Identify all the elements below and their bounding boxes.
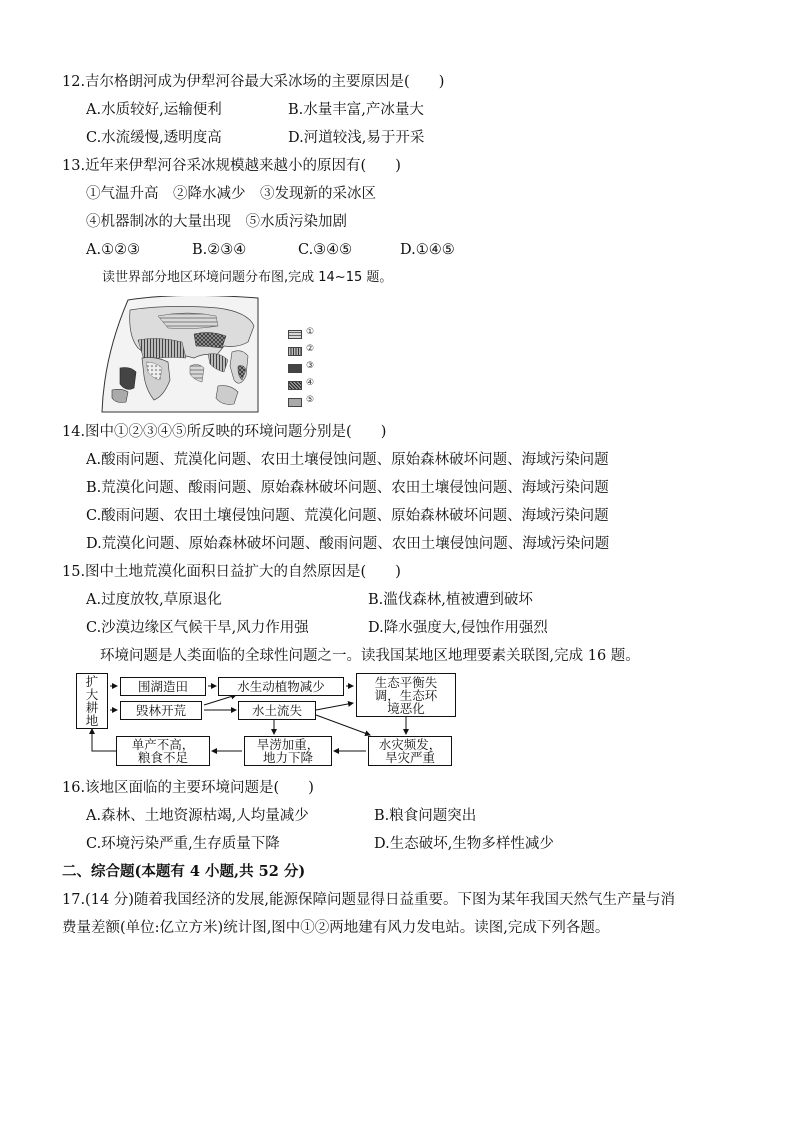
box-deforestation (120, 701, 202, 720)
q13-option-c: C.③④⑤ (298, 242, 353, 258)
box-text: 毁林开荒 (135, 702, 186, 718)
box-low-yield (116, 736, 210, 766)
q15-option-d: D.降水强度大,侵蚀作用强烈 (368, 620, 548, 636)
legend-label: ④ (306, 378, 315, 388)
q16-option-a: A.森林、土地资源枯竭,人均量减少 (86, 808, 309, 824)
legend-item-5 (288, 395, 328, 408)
q14-option-d: D.荒漠化问题、原始森林破坏问题、酸雨问题、农田土壤侵蚀问题、海域污染问题 (86, 536, 610, 552)
q14-stem: 14.图中①②③④⑤所反映的环境问题分别是( ) (62, 424, 387, 440)
legend-item-2 (288, 344, 328, 357)
legend-item-1 (288, 327, 328, 340)
box-reclaim-lake (120, 677, 206, 696)
legend-label: ② (306, 344, 315, 354)
q17-line2: 费量差额(单位:亿立方米)统计图,图中①②两地建有风力发电站。读图,完成下列各题。 (62, 920, 610, 936)
box-drought-flood (244, 736, 332, 766)
q15-stem: 15.图中土地荒漠化面积日益扩大的自然原因是( ) (62, 564, 401, 580)
legend-item-3 (288, 361, 328, 374)
box-text: 旱涝加重， (256, 737, 320, 752)
legend-label: ⑤ (306, 395, 315, 405)
box-text: 扩 (85, 674, 99, 689)
box-text: 水生动植物减少 (237, 678, 325, 694)
box-text: 地力下降 (262, 750, 313, 765)
legend-item-4 (288, 378, 328, 391)
q15-option-b: B.滥伐森林,植被遭到破坏 (368, 592, 533, 608)
q17-line1: 17.(14 分)随着我国经济的发展,能源保障问题显得日益重要。下图为某年我国天然气生产量与消 (62, 892, 676, 908)
q12-option-c: C.水流缓慢,透明度高 (86, 130, 222, 146)
box-flood-frequent (368, 736, 452, 766)
intro-14-15: 读世界部分地区环境问题分布图,完成 14~15 题。 (102, 270, 393, 285)
geography-relation-diagram (76, 673, 458, 769)
q13-items-line1: ①气温升高 ②降水减少 ③发现新的采冰区 (86, 186, 376, 202)
q14-option-c: C.酸雨问题、农田土壤侵蚀问题、荒漠化问题、原始森林破坏问题、海域污染问题 (86, 508, 609, 524)
legend-label: ① (306, 327, 315, 337)
q14-option-b: B.荒漠化问题、酸雨问题、原始森林破坏问题、农田土壤侵蚀问题、海域污染问题 (86, 480, 609, 496)
q12-stem: 12.吉尔格朗河成为伊犁河谷最大采冰场的主要原因是( ) (62, 74, 445, 90)
box-text: 生态平衡失 (374, 674, 438, 690)
q13-items-line2: ④机器制冰的大量出现 ⑤水质污染加剧 (86, 214, 347, 230)
legend-swatch (288, 398, 302, 407)
q16-stem: 16.该地区面临的主要环境问题是( ) (62, 780, 314, 796)
legend-swatch (288, 330, 302, 339)
q13-stem: 13.近年来伊犁河谷采冰规模越来越小的原因有( ) (62, 158, 401, 174)
box-text: 水灾频发， (378, 737, 442, 752)
q16-option-b: B.粮食问题突出 (374, 808, 477, 824)
legend-label: ③ (306, 361, 315, 371)
q13-option-a: A.①②③ (86, 242, 141, 258)
box-text: 地 (85, 713, 99, 728)
box-text: 粮食不足 (137, 750, 188, 765)
q12-option-a: A.水质较好,运输便利 (86, 102, 222, 118)
legend-swatch (288, 347, 302, 356)
box-text: 调，生态环 (374, 687, 438, 703)
box-text: 水土流失 (251, 702, 302, 718)
box-text: 大 (85, 687, 99, 702)
box-text: 围湖造田 (137, 678, 188, 694)
box-text: 单产不高， (131, 737, 195, 752)
q14-option-a: A.酸雨问题、荒漠化问题、农田土壤侵蚀问题、原始森林破坏问题、海域污染问题 (86, 452, 609, 468)
box-text: 境恶化 (387, 700, 425, 716)
box-text: 旱灾严重 (384, 750, 435, 765)
section-2-heading: 二、综合题(本题有 4 小题,共 52 分) (62, 863, 306, 880)
box-text: 耕 (85, 700, 99, 715)
legend-swatch (288, 364, 302, 373)
q16-option-c: C.环境污染严重,生存质量下降 (86, 836, 280, 852)
q15-option-c: C.沙漠边缘区气候干旱,风力作用强 (86, 620, 309, 636)
intro-16: 环境问题是人类面临的全球性问题之一。读我国某地区地理要素关联图,完成 16 题。 (100, 648, 640, 664)
box-aquatic-decline (218, 677, 344, 696)
box-expand-farmland (76, 673, 108, 729)
q15-option-a: A.过度放牧,草原退化 (86, 592, 222, 608)
q12-option-d: D.河道较浅,易于开采 (288, 130, 425, 146)
q13-option-b: B.②③④ (192, 242, 247, 258)
q16-option-d: D.生态破坏,生物多样性减少 (374, 836, 554, 852)
q12-option-b: B.水量丰富,产冰量大 (288, 102, 424, 118)
q13-option-d: D.①④⑤ (400, 242, 455, 258)
box-soil-erosion (238, 701, 316, 720)
box-eco-imbalance (356, 673, 456, 717)
legend-swatch (288, 381, 302, 390)
